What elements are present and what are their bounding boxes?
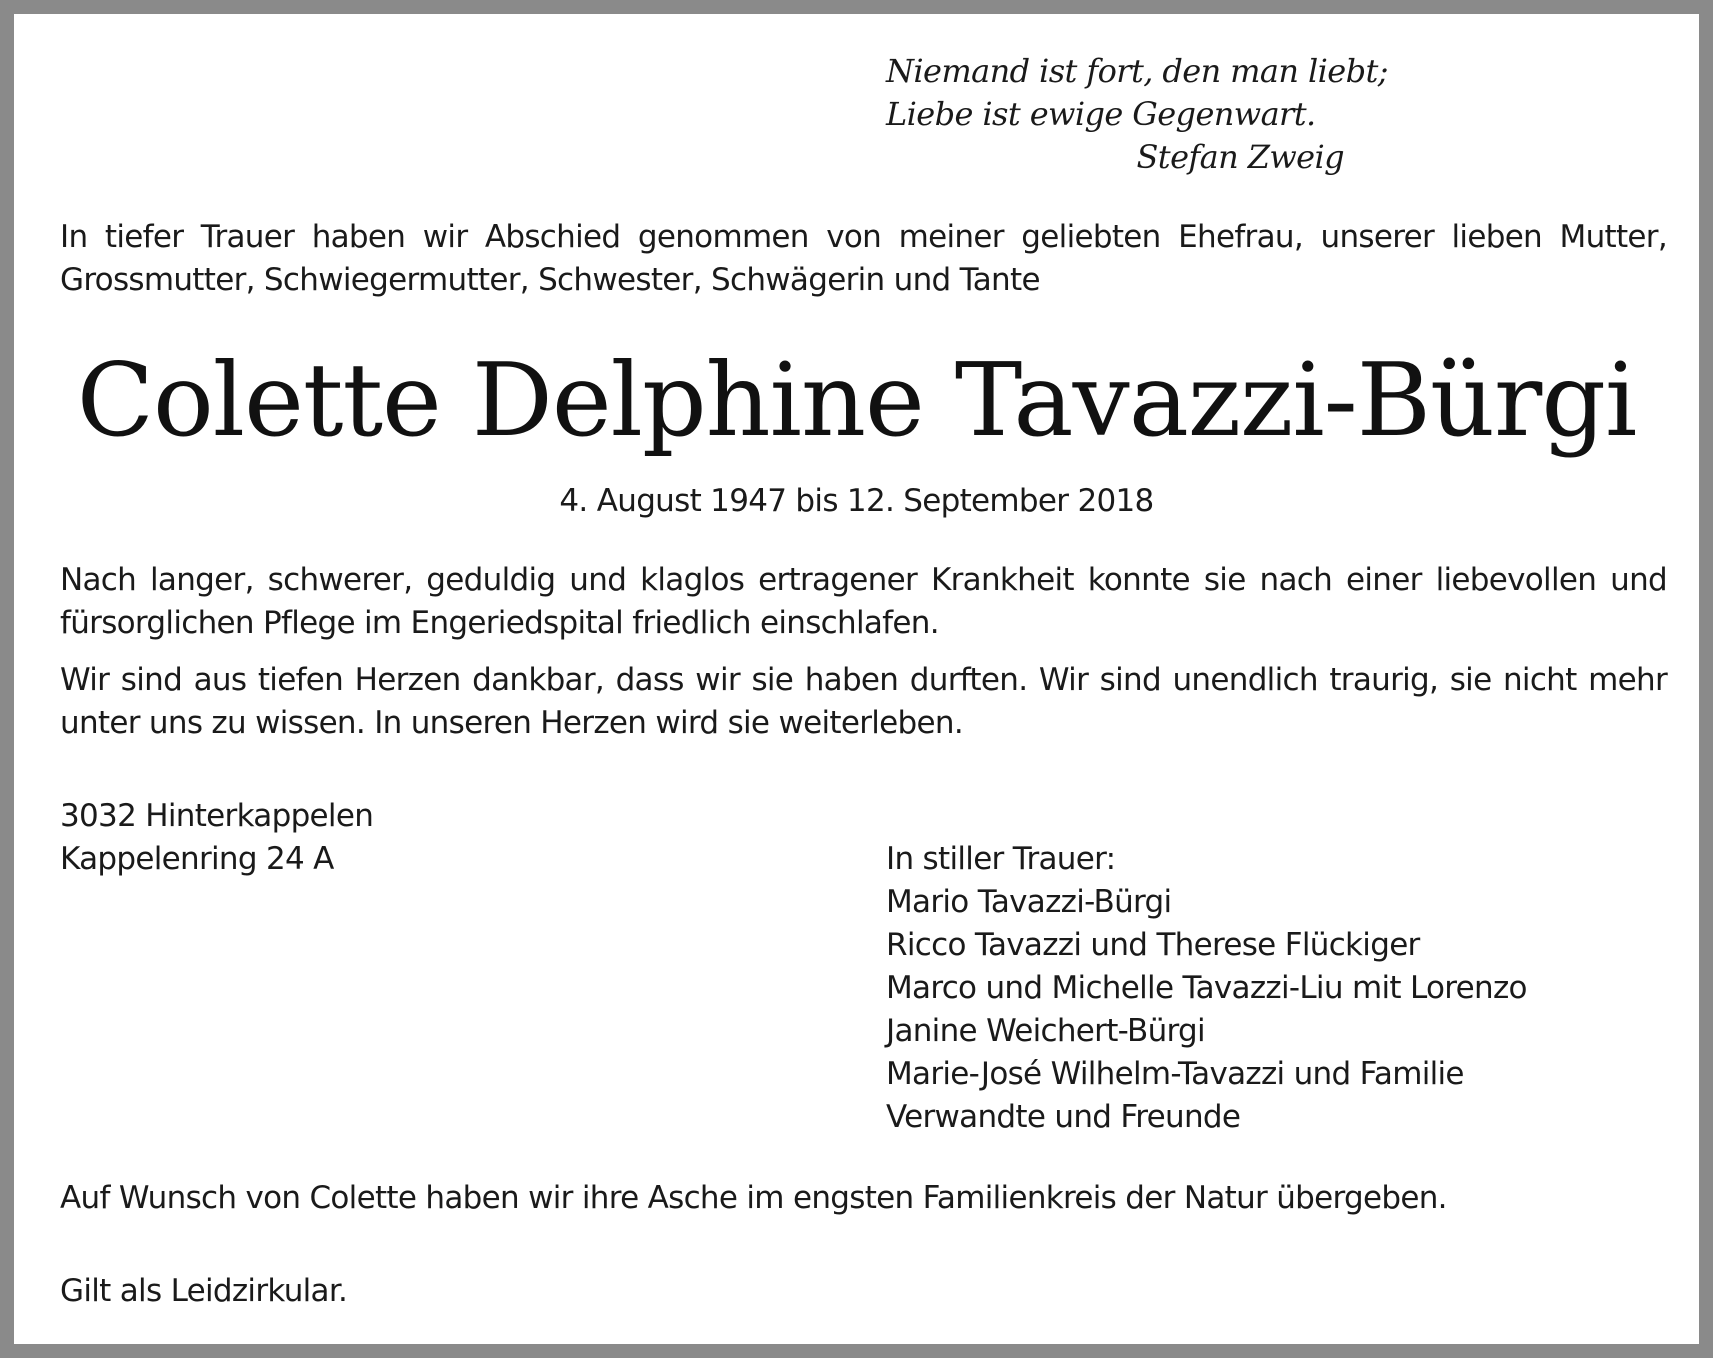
family-address (60, 795, 373, 881)
quote-line-1: Niemand ist fort, den man liebt; (886, 52, 1388, 90)
mourner-name: Marco und Michelle Tavazzi-Liu mit Lorenzo (886, 970, 1527, 1006)
mourner-name: Mario Tavazzi-Bürgi (886, 884, 1172, 920)
ashes-paragraph: Auf Wunsch von Colette haben wir ihre Asche im engsten Familienkreis der Natur übergeben. (60, 1180, 1447, 1216)
mourners-heading: In stiller Trauer: (886, 841, 1116, 877)
mourners-list (886, 838, 1527, 1139)
mourner-name: Ricco Tavazzi und Therese Flückiger (886, 927, 1420, 963)
mourner-name: Janine Weichert-Bürgi (886, 1013, 1205, 1049)
mourner-name: Verwandte und Freunde (886, 1099, 1241, 1135)
quote-author: Stefan Zweig (1136, 138, 1344, 176)
deceased-name: Colette Delphine Tavazzi-Bürgi (76, 341, 1637, 459)
quote-line-2: Liebe ist ewige Gegenwart. (886, 95, 1316, 133)
address-street: Kappelenring 24 A (60, 841, 334, 877)
obituary-notice (14, 14, 1699, 1344)
epigraph-quote (886, 50, 1388, 179)
intro-paragraph: In tiefer Trauer haben wir Abschied genommen von meiner geliebten Ehefrau, unserer lieben Mutter, Grossmutter, Schwiegermutter, Schwester, Schwägerin und Tante (60, 219, 1667, 298)
circular-note: Gilt als Leidzirkular. (60, 1273, 348, 1309)
mourner-name: Marie-José Wilhelm-Tavazzi und Familie (886, 1056, 1464, 1092)
gratitude-paragraph: Wir sind aus tiefen Herzen dankbar, dass wir sie haben durften. Wir sind unendlich traurig, sie nicht mehr unter uns zu wissen. In unseren Herzen wird sie weiterleben. (60, 662, 1667, 741)
illness-paragraph: Nach langer, schwerer, geduldig und klaglos ertragener Krankheit konnte sie nach einer liebevollen und fürsorglichen Pflege im Engeriedspital friedlich einschlafen. (60, 562, 1667, 641)
address-city: 3032 Hinterkappelen (60, 798, 374, 834)
life-dates: 4. August 1947 bis 12. September 2018 (559, 483, 1154, 519)
